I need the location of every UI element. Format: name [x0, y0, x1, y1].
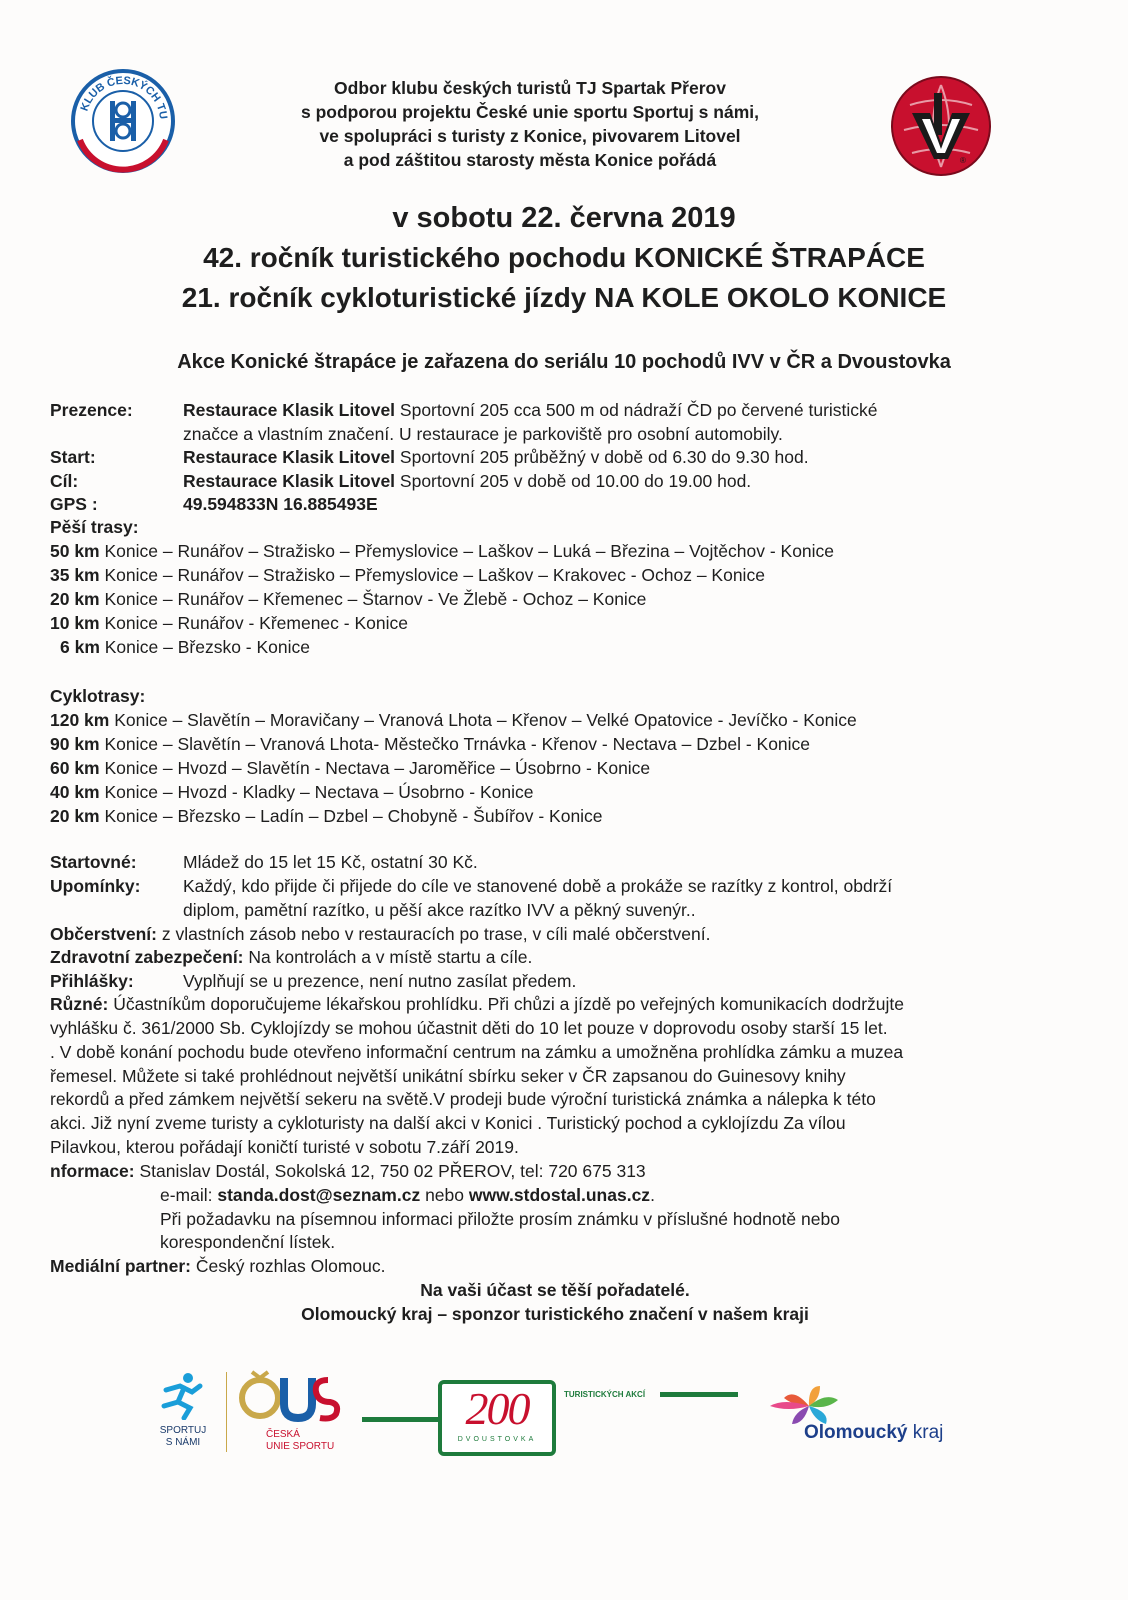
route-text: Konice – Březsko - Konice [99, 637, 310, 657]
startovne-label: Startovné: [50, 852, 137, 872]
obcerstveni-row [50, 922, 710, 946]
dvoustovka-label: TURISTICKÝCH AKCÍ [564, 1390, 646, 1399]
upominky-line2: diplom, pamětní razítko, u pěší akce razítko IVV a pěkný suvenýr.. [183, 900, 696, 920]
walking-route [50, 563, 765, 587]
cycle-title: 21. ročník cykloturistické jízdy NA KOLE OKOLO KONICE [181, 282, 947, 313]
ruzne-line: řemesel. Můžete si také prohlédnout největší unikátní sbírku seker v ČR zapsanou do Guinesovy knihy [50, 1066, 846, 1086]
sportuj-label-1: SPORTUJ [159, 1425, 207, 1436]
march-title: 42. ročník turistického pochodu KONICKÉ ŠTRAPÁCE [203, 242, 925, 273]
ruzne-line: Účastníkům doporučujeme lékařskou prohlídku. Při chůzi a jízdě po veřejných komunikacích dodržujte [108, 994, 904, 1014]
route-text: Konice – Runářov – Křemenec – Štarnov - Ve Žlebě - Ochoz – Konice [99, 589, 647, 609]
cus-label-1: ČESKÁ [266, 1429, 300, 1440]
obcerstveni-value: z vlastních zásob nebo v restauracích po trase, v cíli malé občerstvení. [156, 924, 711, 944]
cycling-route [50, 780, 533, 804]
ruzne-label: Různé: [50, 994, 109, 1014]
route-text: Konice – Slavětín – Vranová Lhota- Městečko Trnávka - Křenov - Nectava – Dzbel - Konice [99, 734, 811, 754]
olomoucky-light: kraj [912, 1422, 944, 1443]
prezence-venue: Restaurace Klasik Litovel [183, 400, 396, 420]
olomoucky-kraj-wordmark [804, 1422, 943, 1444]
header-line: Odbor klubu českých turistů TJ Spartak Přerov [334, 78, 726, 98]
gps-label: GPS : [50, 494, 98, 514]
runner-icon [150, 1372, 216, 1420]
olomoucky-bold: Olomoucký [804, 1422, 908, 1443]
organizer-header [230, 76, 830, 172]
zdravotni-label: Zdravotní zabezpečení: [50, 947, 244, 967]
walking-route [60, 635, 310, 659]
route-km: 20 km [50, 806, 100, 826]
cycling-route [50, 804, 603, 828]
ruzne-line: . V době konání pochodu bude otevřeno informační centrum na zámku a umožněna prohlídka zámku a muzea [50, 1042, 904, 1062]
prihlasky-value: Vyplňují se u prezence, není nutno zasílat předem. [183, 971, 577, 991]
route-km: 6 km [60, 637, 100, 657]
route-text: Konice – Slavětín – Moravičany – Vranová Lhota – Křenov – Velké Opatovice - Jevíčko - Konice [109, 710, 857, 730]
start-rest: Sportovní 205 průběžný v době od 6.30 do 9.30 hod. [395, 447, 809, 467]
ruzne-line: akci. Již nyní zveme turisty a cykloturisty na další akci v Konici . Turistický pochod a cyklojízdu Za vílou [50, 1113, 846, 1133]
route-km: 50 km [50, 541, 100, 561]
cil-rest: Sportovní 205 v době od 10.00 do 19.00 hod. [395, 471, 752, 491]
contact-row [160, 1183, 655, 1207]
ruzne-line: Pilavkou, kterou pořádají koničtí turisté v sobotu 7.září 2019. [50, 1137, 519, 1157]
cil-label: Cíl: [50, 471, 79, 491]
route-km: 10 km [50, 613, 100, 633]
upominky-line1: Každý, kdo přijde či přijede do cíle ve stanovené době a prokáže se razítky z kontrol, obdrží [183, 876, 893, 896]
dvoustovka-number: 200 [465, 1383, 529, 1434]
route-km: 40 km [50, 782, 100, 802]
email-prefix: e-mail: [160, 1185, 218, 1205]
route-text: Konice – Hvozd – Slavětín - Nectava – Jaroměřice – Úsobrno - Konice [99, 758, 651, 778]
cycling-label: Cyklotrasy: [50, 686, 146, 706]
medialni-label: Mediální partner: [50, 1256, 191, 1276]
cycling-route [50, 756, 650, 780]
cycling-route [50, 708, 857, 732]
svg-text:®: ® [960, 156, 966, 165]
walking-route [50, 611, 408, 635]
prezence-label: Prezence: [50, 400, 133, 420]
gps-value: 49.594833N 16.885493E [183, 494, 378, 514]
walking-route [50, 539, 834, 563]
kct-logo-text: KLUB ČESKÝCH TU [78, 74, 170, 120]
series-note: Akce Konické štrapáce je zařazena do seriálu 10 pochodů IVV v ČR a Dvoustovka [177, 351, 951, 373]
web-suffix: . [650, 1185, 655, 1205]
footer-line2: Olomoucký kraj – sponzor turistického značení v našem kraji [301, 1304, 809, 1324]
kct-logo [70, 68, 176, 174]
medialni-value: Český rozhlas Olomouc. [191, 1256, 386, 1276]
upominky-label: Upomínky: [50, 876, 141, 896]
email-link[interactable]: standa.dost@seznam.cz [217, 1185, 421, 1205]
dvoustovka-left-bar [362, 1417, 438, 1422]
header-line: s podporou projektu České unie sportu Sportuj s námi, [301, 102, 759, 122]
route-text: Konice – Hvozd - Kladky – Nectava – Úsobrno - Konice [99, 782, 534, 802]
route-km: 20 km [50, 589, 100, 609]
ruzne-line: rekordů a před zámkem největší sekeru na světě.V prodeji bude výroční turistická známka a nálepka k této [50, 1089, 876, 1109]
dvoustovka-logo [362, 1380, 742, 1456]
ruzne-row [50, 992, 904, 1016]
olomoucky-kraj-logo [764, 1384, 964, 1454]
ivv-logo [890, 75, 992, 177]
route-text: Konice – Runářov – Stražisko – Přemyslovice – Laškov – Luká – Březina – Vojtěchov - Konice [99, 541, 835, 561]
route-km: 120 km [50, 710, 110, 730]
footer-line1: Na vaši účast se těší pořadatelé. [420, 1280, 690, 1300]
start-label: Start: [50, 447, 96, 467]
walking-route [50, 587, 646, 611]
header-line: a pod záštitou starosty města Konice pořádá [343, 150, 717, 170]
prezence-line2: značce a vlastním značení. U restaurace je parkoviště pro osobní automobily. [183, 424, 783, 444]
route-text: Konice – Runářov – Stražisko – Přemyslovice – Laškov – Krakovec - Ochoz – Konice [99, 565, 765, 585]
informace-row [50, 1159, 646, 1183]
route-km: 60 km [50, 758, 100, 778]
prezence-rest: Sportovní 205 cca 500 m od nádraží ČD po červené turistické [395, 400, 878, 420]
startovne-value: Mládež do 15 let 15 Kč, ostatní 30 Kč. [183, 852, 478, 872]
zdravotni-value: Na kontrolách a v místě startu a cíle. [243, 947, 533, 967]
logo-divider [226, 1372, 227, 1452]
cus-logo [236, 1368, 346, 1454]
prezence-value [183, 398, 878, 422]
cil-value [183, 469, 751, 493]
informace-note: korespondenční lístek. [160, 1232, 336, 1252]
web-link[interactable]: www.stdostal.unas.cz [468, 1185, 651, 1205]
dvoustovka-sub: DVOUSTOVKA [457, 1436, 537, 1443]
medialni-row [50, 1254, 386, 1278]
header-line: ve spolupráci s turisty z Konice, pivovarem Litovel [319, 126, 741, 146]
prihlasky-label: Přihlášky: [50, 971, 134, 991]
ruzne-line: vyhlášku č. 361/2000 Sb. Cyklojízdy se mohou účastnit děti do 10 let pouze v doprovodu osoby starší 15 let. [50, 1018, 888, 1038]
obcerstveni-label: Občerstvení: [50, 924, 157, 944]
informace-label: nformace: [50, 1161, 135, 1181]
walking-label: Pěší trasy: [50, 517, 139, 537]
informace-note: Při požadavku na písemnou informaci přiložte prosím známku v příslušné hodnotě nebo [160, 1209, 840, 1229]
cycling-route [50, 732, 810, 756]
route-text: Konice – Runářov - Křemenec - Konice [99, 613, 408, 633]
cil-venue: Restaurace Klasik Litovel [183, 471, 396, 491]
event-date: v sobotu 22. června 2019 [392, 202, 736, 234]
route-km: 90 km [50, 734, 100, 754]
zdravotni-row [50, 945, 532, 969]
route-km: 35 km [50, 565, 100, 585]
sportuj-label-2: S NÁMI [165, 1437, 201, 1448]
start-value [183, 445, 809, 469]
cus-label-2: UNIE SPORTU [266, 1441, 335, 1452]
sportuj-logo [150, 1372, 216, 1454]
dvoustovka-right-bar [660, 1392, 738, 1397]
start-venue: Restaurace Klasik Litovel [183, 447, 396, 467]
informace-value: Stanislav Dostál, Sokolská 12, 750 02 PŘEROV, tel: 720 675 313 [134, 1161, 646, 1181]
email-mid: nebo [420, 1185, 469, 1205]
route-text: Konice – Březsko – Ladín – Dzbel – Chobyně - Šubířov - Konice [99, 806, 603, 826]
